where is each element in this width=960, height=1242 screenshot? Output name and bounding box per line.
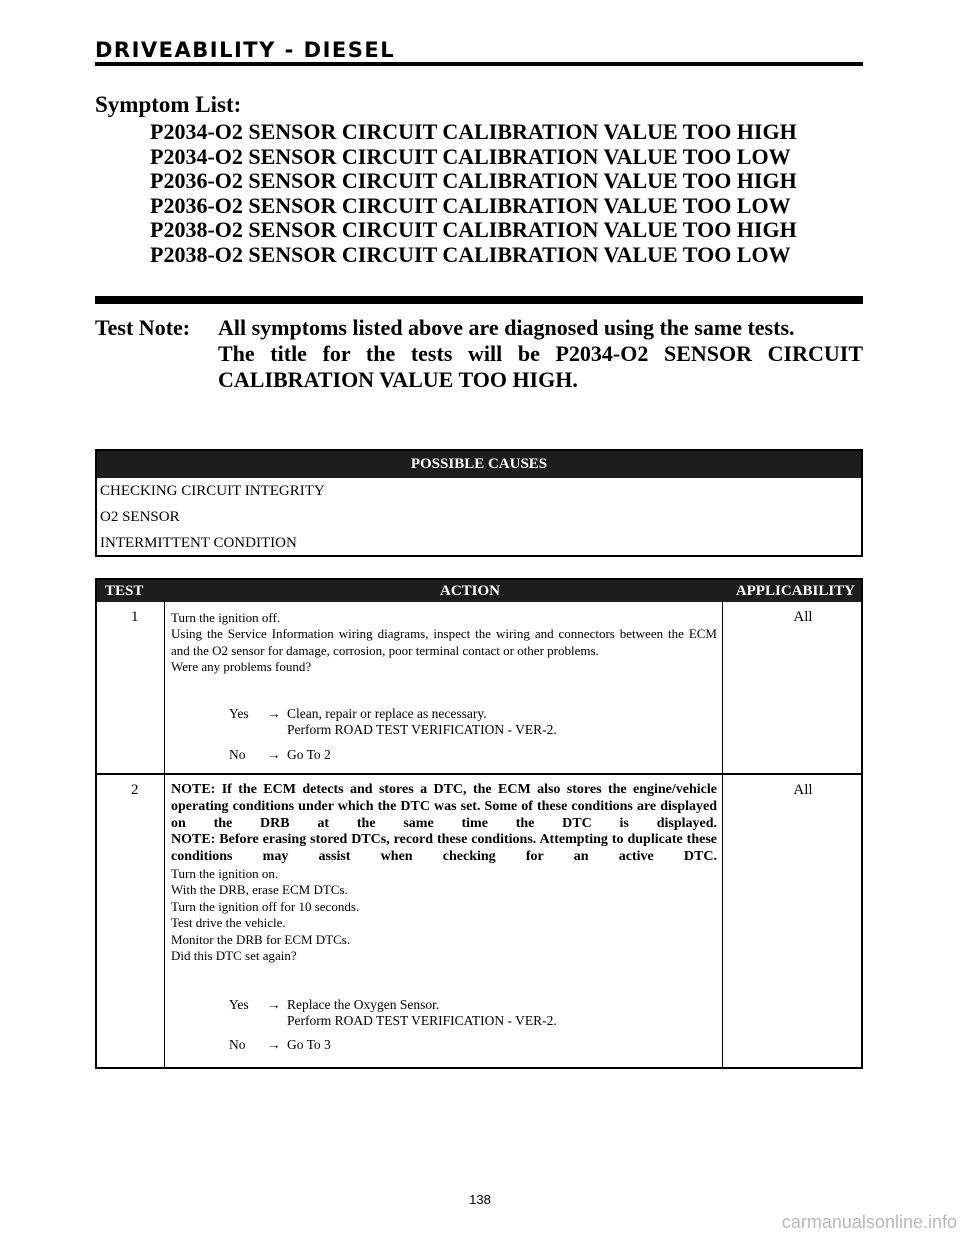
symptom-item: P2038-O2 SENSOR CIRCUIT CALIBRATION VALUE TOO LOW	[150, 241, 791, 267]
answer-no	[229, 747, 709, 765]
answer-yes-text: Perform ROAD TEST VERIFICATION - VER-2.	[287, 722, 557, 737]
symptom-item: P2036-O2 SENSOR CIRCUIT CALIBRATION VALUE TOO HIGH	[150, 168, 797, 193]
column-divider	[164, 602, 165, 1067]
watermark: carmanualsonline.info	[781, 1212, 957, 1232]
action-line: With the DRB, erase ECM DTCs.	[171, 882, 348, 898]
action-line: Test drive the vehicle.	[171, 915, 286, 931]
action-line: Using the Service Information wiring diagrams, inspect the wiring and connectors between the ECM and the O2 sensor for damage, corrosion, poor terminal contact or other problems.	[171, 626, 717, 658]
note-text: NOTE: If the ECM detects and stores a DTC, the ECM also stores the engine/vehicle operating conditions under which the DTC was set. Some of these conditions are displayed on the DRB at the same time the DTC is displayed.	[171, 782, 717, 831]
answer-yes-text: Replace the Oxygen Sensor.	[287, 997, 440, 1012]
symptom-item: P2034-O2 SENSOR CIRCUIT CALIBRATION VALUE TOO LOW	[150, 143, 791, 169]
symptom-item: P2034-O2 SENSOR CIRCUIT CALIBRATION VALUE TOO HIGH	[150, 119, 797, 144]
action-line: Turn the ignition on.	[171, 865, 279, 881]
symptom-item: P2036-O2 SENSOR CIRCUIT CALIBRATION VALUE TOO LOW	[150, 192, 791, 218]
answer-no-text: Go To 3	[287, 1037, 331, 1052]
test-applicability: All	[793, 609, 813, 625]
header-rule	[95, 62, 863, 66]
answer-no-text: Go To 2	[287, 747, 331, 762]
arrow-right-icon: →	[267, 747, 281, 762]
possible-causes-table	[95, 449, 863, 557]
cause-item: CHECKING CIRCUIT INTEGRITY	[100, 483, 325, 499]
test-action-text	[171, 782, 717, 964]
answer-no-label: No	[229, 1037, 246, 1052]
column-divider	[722, 602, 723, 1067]
page-number: 138	[469, 1192, 491, 1207]
section-title: DRIVEABILITY - DIESEL	[95, 38, 396, 62]
test-action-text	[171, 610, 717, 676]
arrow-right-icon: →	[267, 1037, 281, 1052]
answer-yes-text: Clean, repair or replace as necessary.	[287, 706, 487, 721]
symptom-list-label: Symptom List:	[95, 92, 242, 117]
row-divider	[97, 773, 861, 775]
answer-yes-label: Yes	[229, 997, 249, 1012]
test-note-continued: The title for the tests will be P2034-O2 SENSOR CIRCUIT CALIBRATION VALUE TOO HIGH.	[218, 341, 863, 392]
test-applicability: All	[793, 782, 813, 798]
action-line: Turn the ignition off.	[171, 610, 281, 625]
answer-yes	[229, 997, 709, 1033]
section-divider	[95, 296, 863, 304]
note-text: NOTE: Before erasing stored DTCs, record these conditions. Attempting to duplicate these conditions may assist when checking for an active DTC.	[171, 832, 717, 865]
answer-yes-label: Yes	[229, 706, 249, 721]
answer-yes	[229, 706, 709, 742]
action-line: Were any problems found?	[171, 659, 312, 675]
cause-item: INTERMITTENT CONDITION	[100, 535, 297, 551]
header-test: TEST	[105, 583, 144, 599]
action-line: Turn the ignition off for 10 seconds.	[171, 898, 360, 914]
cause-item: O2 SENSOR	[100, 509, 180, 525]
header-action: ACTION	[440, 583, 501, 599]
action-line: Did this DTC set again?	[171, 948, 297, 964]
answer-yes-text: Perform ROAD TEST VERIFICATION - VER-2.	[287, 1013, 557, 1028]
header-applicability: APPLICABILITY	[735, 583, 855, 599]
test-note-label: Test Note:	[95, 315, 191, 340]
test-number: 2	[131, 782, 139, 798]
possible-causes-header: POSSIBLE CAUSES	[97, 451, 861, 478]
test-note-line: All symptoms listed above are diagnosed using the same tests.	[218, 315, 795, 340]
arrow-right-icon: →	[267, 706, 281, 721]
answer-no	[229, 1037, 709, 1055]
action-line: Monitor the DRB for ECM DTCs.	[171, 931, 351, 947]
symptom-item: P2038-O2 SENSOR CIRCUIT CALIBRATION VALUE TOO HIGH	[150, 217, 797, 242]
test-table	[95, 578, 863, 1069]
symptom-list	[150, 120, 797, 267]
arrow-right-icon: →	[267, 997, 281, 1012]
answer-no-label: No	[229, 747, 246, 762]
test-table-header	[97, 580, 861, 602]
test-number: 1	[131, 609, 139, 625]
